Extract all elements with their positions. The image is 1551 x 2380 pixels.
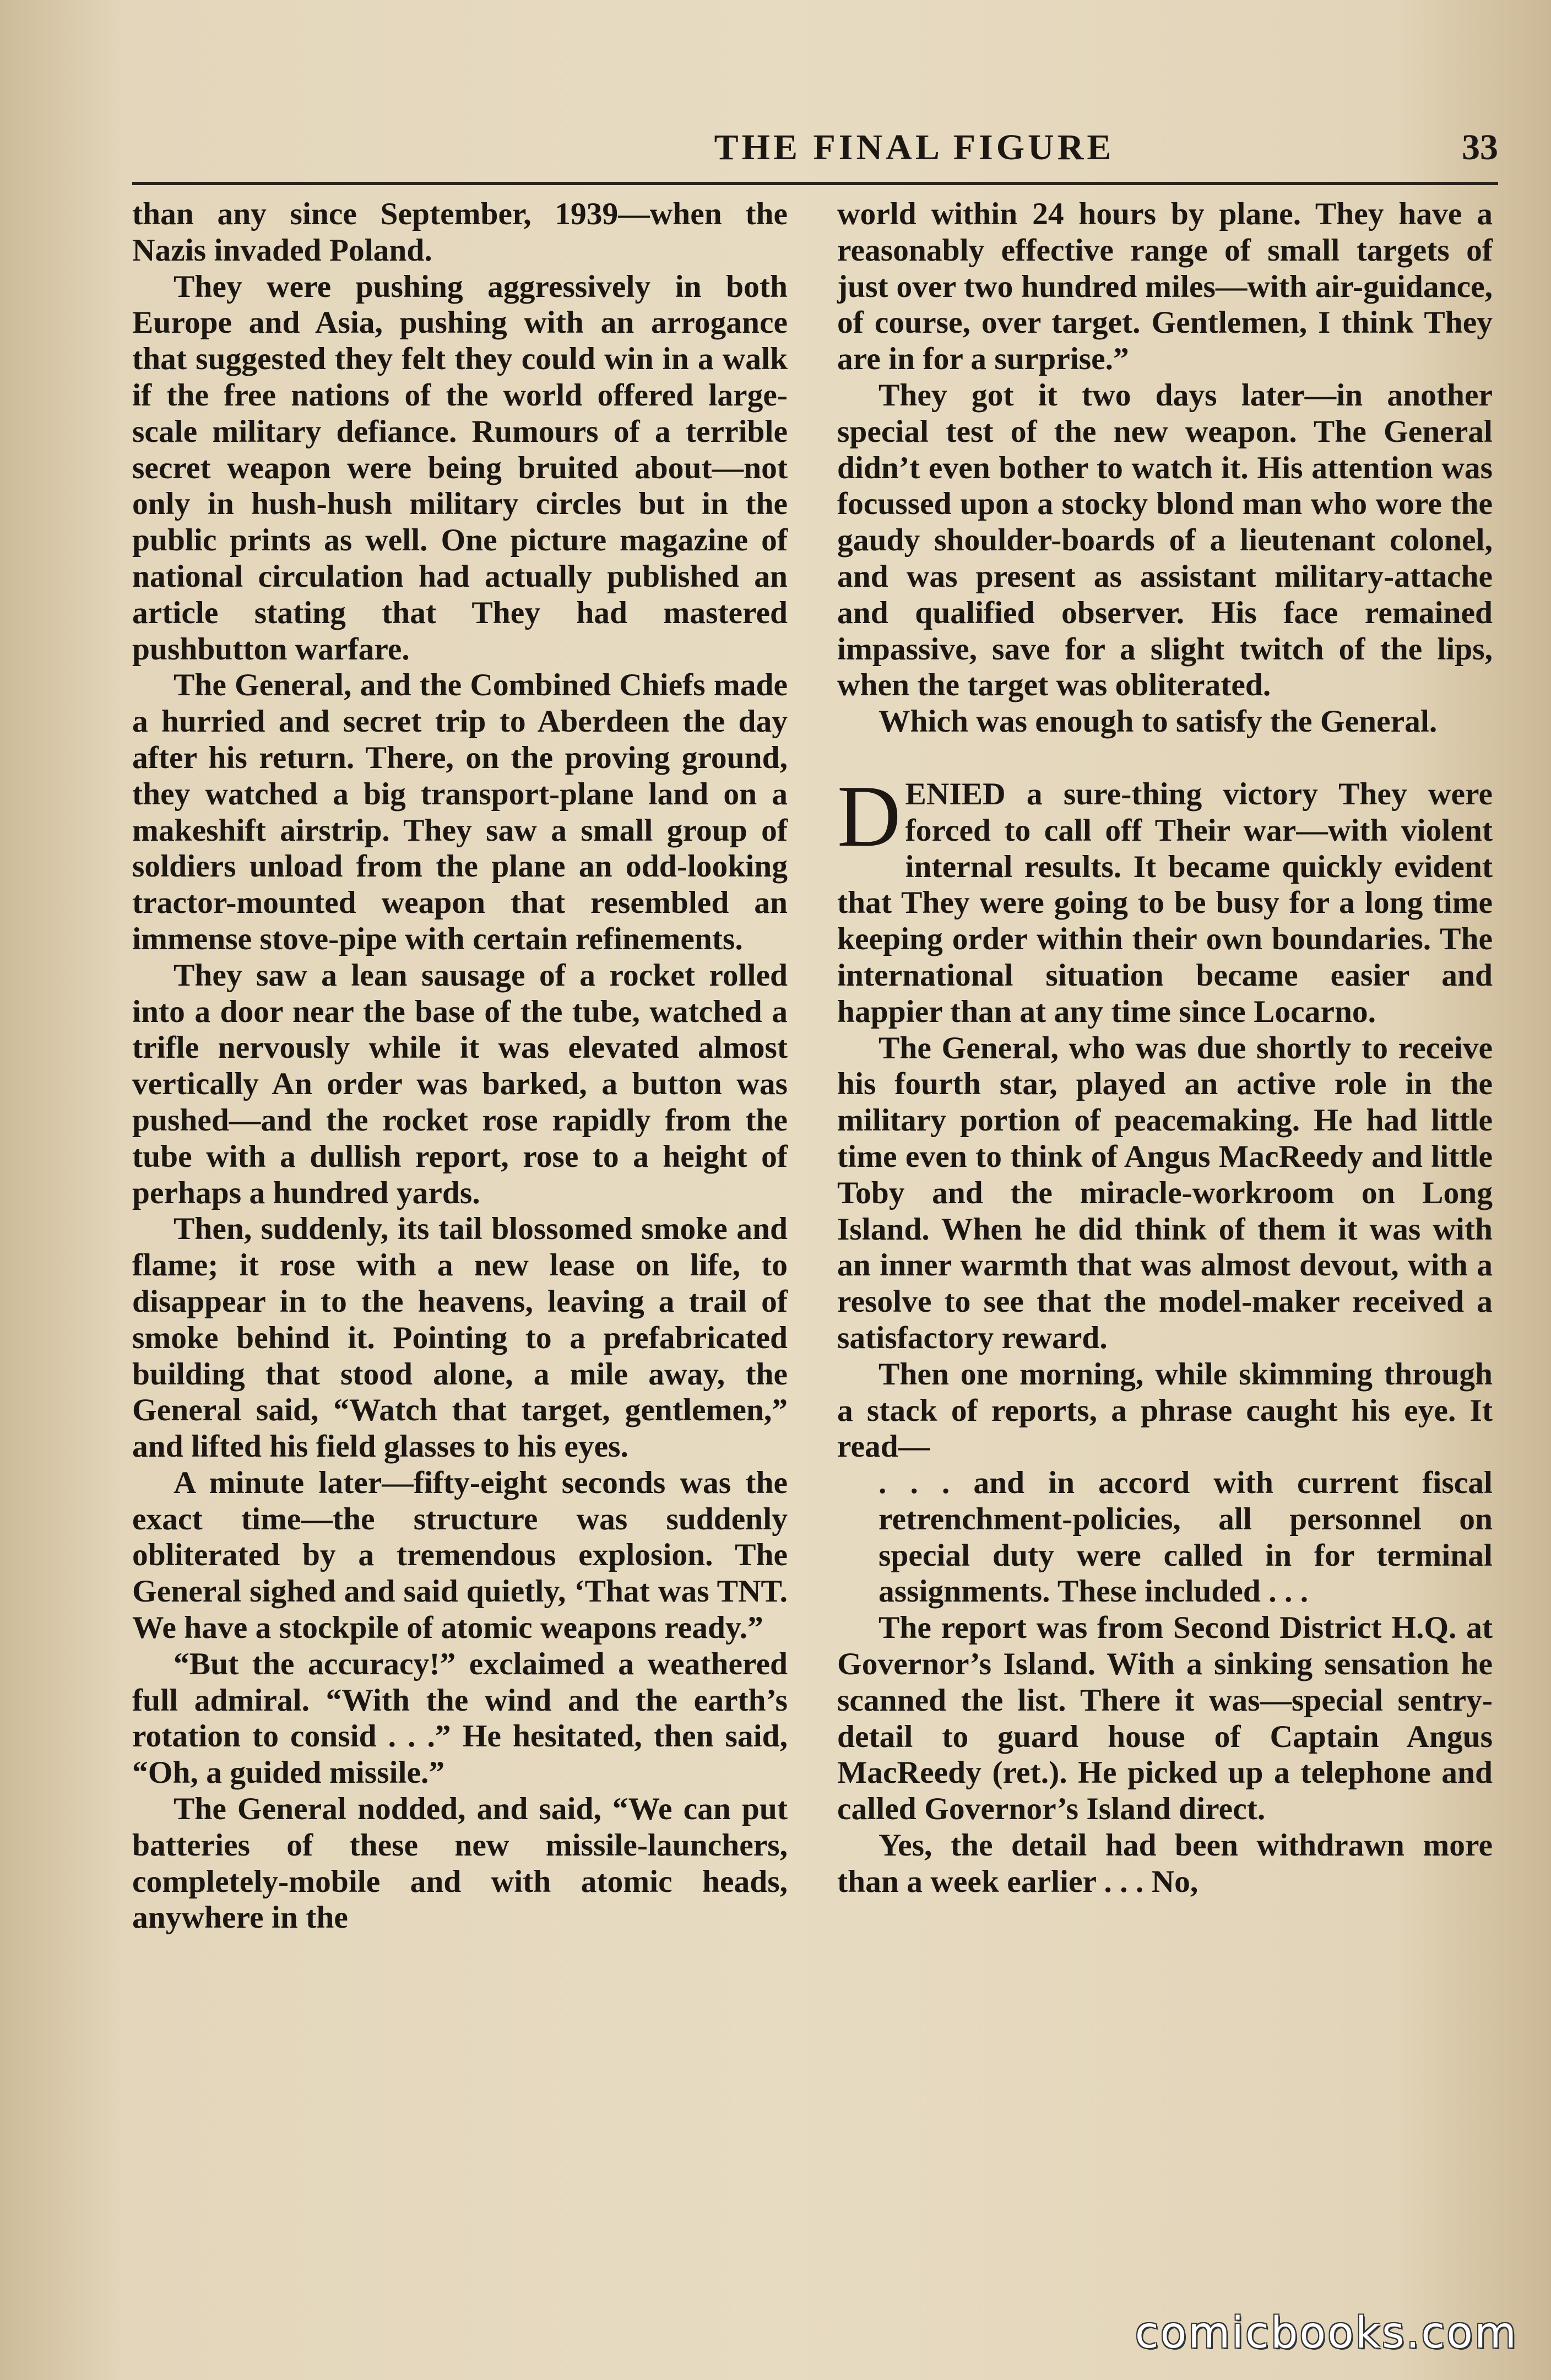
paragraph: world within 24 hours by plane. They have a reasonably effective range of small targets of just over two hundred miles—with air-guidance, of course, over target. Gentlemen, I think They are in for a surprise.” [837,197,1493,377]
paragraph: “But the accuracy!” exclaimed a weathered full admiral. “With the wind and the earth’s rotation to consid . . .” He hesitated, then said, “Oh, a guided missile.” [132,1646,788,1791]
page-header [132,116,1498,185]
paragraph: Then one morning, while skimming through a stack of reports, a phrase caught his eye. It read— [837,1356,1493,1464]
left-column [132,196,788,1936]
paragraph: A minute later—fifty-eight seconds was the exact time—the structure was suddenly obliterated by a tremendous explosion. The General sighed and said quietly, ‘That was TNT. We have a stockpile of atomic weapons ready.” [132,1465,788,1646]
paragraph-text: ENIED a sure-thing victory They were forced to call off Their war—with violent internal results. It became quickly evident that They were going to be busy for a long time keeping order within their own boundaries. The international situation became easier and happier than at any time since Locarno. [837,776,1493,1029]
paragraph: Then, suddenly, its tail blossomed smoke and flame; it rose with a new lease on life, to disappear in to the heavens, leaving a trail of smoke behind it. Pointing to a prefabricated building that stood alone, a mile away, the General said, “Watch that target, gentlemen,” and lifted his field glasses to his eyes. [132,1211,788,1464]
section-opening-paragraph [837,766,1493,1030]
paragraph: than any since September, 1939—when the Nazis invaded Poland. [132,197,788,268]
paragraph: The General, and the Combined Chiefs made a hurried and secret trip to Aberdeen the day after his return. There, on the proving ground, they watched a big transport-plane land on a makeshift airstrip. They saw a small group of soldiers unload from the plane an odd-looking tractor-mounted weapon that resembled an immense stove-pipe with certain refinements. [132,668,788,956]
paragraph: Which was enough to satisfy the General. [878,704,1438,739]
watermark: comicbooks.com [1135,2308,1518,2358]
right-column [837,196,1493,1900]
drop-cap: D [837,766,901,865]
running-title: THE FINAL FIGURE [714,127,1115,167]
paragraph: They saw a lean sausage of a rocket rolled into a door near the base of the tube, watched a trifle nervously while it was elevated almost vertically An order was barked, a button was pushed—and the rocket rose rapidly from the tube with a dullish report, rose to a height of perhaps a hundred yards. [132,958,788,1210]
paragraph: The report was from Second District H.Q. at Governor’s Island. With a sinking sensation he scanned the list. There it was—special sentry-detail to guard house of Captain Angus MacReedy (ret.). He picked up a telephone and called Governor’s Island direct. [837,1610,1493,1827]
quoted-report: . . . and in accord with current fiscal retrenchment-policies, all personnel on special duty were called in for terminal assignments. These included . . . [878,1465,1493,1609]
paragraph: The General nodded, and said, “We can put batteries of these new missile-launchers, completely-mobile and with atomic heads, anywhere in the [132,1792,788,1935]
paragraph: They got it two days later—in another special test of the new weapon. The General didn’t even bother to watch it. His attention was focussed upon a stocky blond man who wore the gaudy shoulder-boards of a lieutenant colonel, and was present as assistant military-attache and qualified observer. His face remained impassive, save for a slight twitch of the lips, when the target was obliterated. [837,377,1493,703]
section-break [837,740,1493,776]
paragraph: Yes, the detail had been withdrawn more than a week earlier . . . No, [837,1828,1493,1899]
page-number: 33 [1462,127,1498,167]
paragraph: The General, who was due shortly to receive his fourth star, played an active role in the military portion of peacemaking. He had little time even to think of Angus MacReedy and little Toby and the miracle-workroom on Long Island. When he did think of them it was with an inner warmth that was almost devout, with a resolve to see that the model-maker received a satisfactory reward. [837,1030,1493,1355]
paragraph: They were pushing aggressively in both Europe and Asia, pushing with an arrogance that suggested they felt they could win in a walk if the free nations of the world offered large-scale military defiance. Rumours of a terrible secret weapon were being bruited about—not only in hush-hush military circles but in the public prints as well. One picture magazine of national circulation had actually published an article stating that They had mastered pushbutton warfare. [132,269,788,667]
